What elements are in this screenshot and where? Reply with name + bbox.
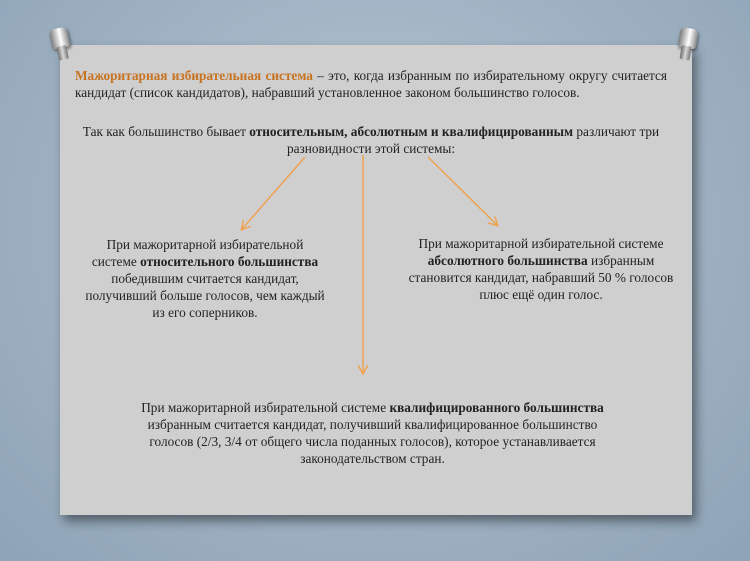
arrow-left xyxy=(242,157,305,229)
bottom-text-end: избранным считается кандидат, получивший квалифицированное большинство голосов (2/3, 3/4 от общего числа поданных голосов), которое устанавливается законодательством стран. xyxy=(147,417,598,466)
left-text-end: победившим считается кандидат, получивший больше голосов, чем каждый из его соперников. xyxy=(85,271,325,320)
lead-text-start: Так как большинство бывает xyxy=(82,124,250,139)
qualified-majority-text xyxy=(140,399,605,467)
intro-term: Мажоритарная избирательная система xyxy=(75,68,313,83)
right-text-start: При мажоритарной избирательной системе xyxy=(418,236,664,251)
lead-majority-types: относительным, абсолютным и квалифицированным xyxy=(249,124,574,139)
relative-majority-text xyxy=(85,236,325,321)
bottom-text-start: При мажоритарной избирательной системе xyxy=(141,400,390,415)
left-bold-term: относительного большинства xyxy=(140,254,319,269)
bottom-bold-term: квалифицированного большинства xyxy=(389,400,604,415)
lead-text-end: различают три разновидности этой системы: xyxy=(286,124,660,156)
left-text-start: При мажоритарной избирательной системе xyxy=(91,237,304,269)
arrow-right xyxy=(428,157,497,225)
right-text-end: избранным становится кандидат, набравший 50 % голосов плюс ещё один голос. xyxy=(408,253,674,302)
absolute-majority-text xyxy=(400,235,682,303)
intro-definition: – это, когда избранным по избирательному округу считается кандидат (список кандидатов), набравший установленное законом большинство голосов. xyxy=(75,68,667,100)
right-bold-term: абсолютного большинства xyxy=(427,253,588,268)
